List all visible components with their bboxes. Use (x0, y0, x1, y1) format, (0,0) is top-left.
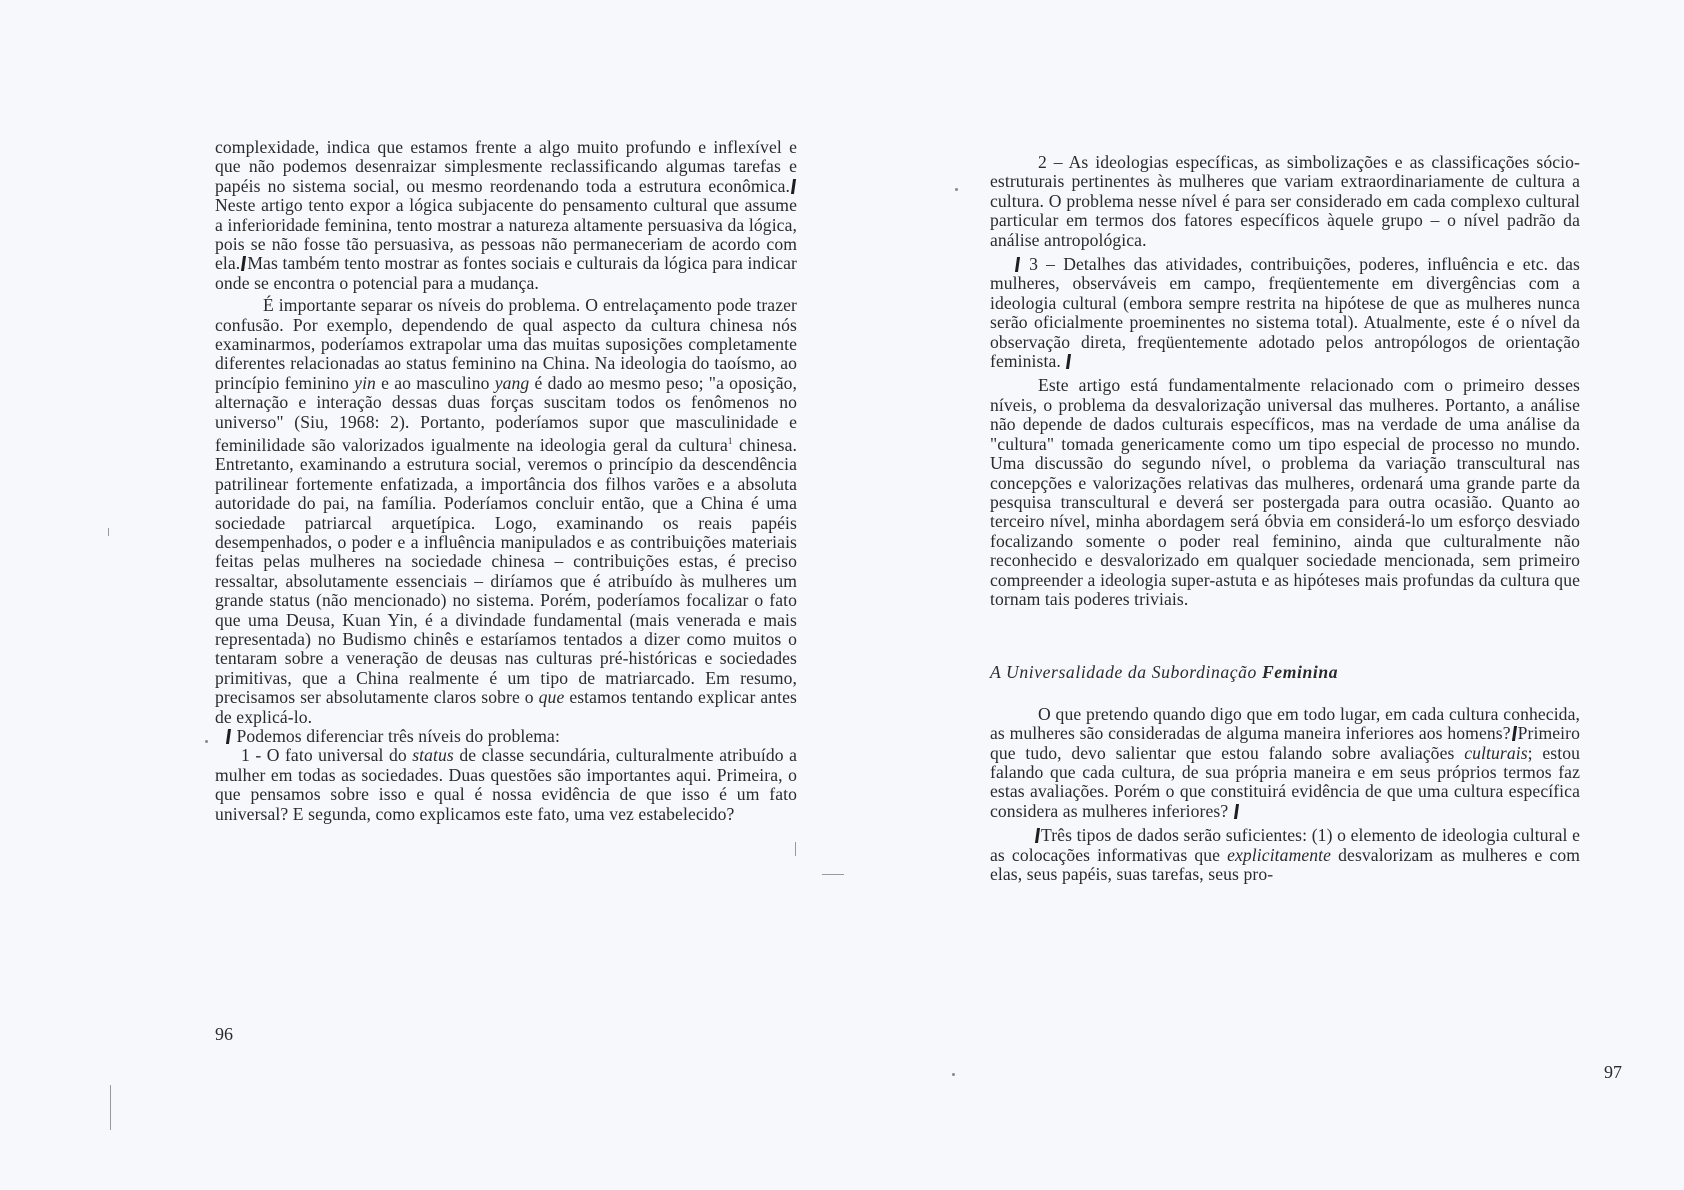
paragraph-text: chinesa. Entretanto, examinando a estrutura social, veremos o princípio da descendência patrilinear fortemente enfatizada, a importância dos filhos varões e a absoluta autoridade do pai, na família. Poderíamos concluir então, que a China é uma sociedade patriarcal arquetípica. Logo, examinando os reais papéis desempenhados, o poder e a influência manipulados e as contribuições materiais feitas pelas mulheres na sociedade chinesa – contribuições estas, é preciso ressaltar, absolutamente essenciais – diríamos que é atribuído às mulheres um grande status (não mencionado) no sistema. Porém, poderíamos focalizar o fato que uma Deusa, Kuan Yin, é a divindade fundamental (mais venerada e mais representada) no Budismo chinês e estaríamos tentados a dizer como muitos o tentaram sobre a veneração de deusas nas culturas pré-históricas e sociedades primitivas, que a China realmente é um tipo de matriarcado. Em resumo, precisamos ser absolutamente claros sobre o (215, 434, 798, 708)
paragraph (990, 376, 1580, 609)
left-page-text-column (215, 138, 797, 824)
margin-mark-icon (1512, 726, 1517, 741)
italic-term: explicitamente (1227, 844, 1332, 865)
paragraph-text: Mas também tento mostrar as fontes sociais e culturais da lógica para indicar onde se encontra o potencial para a mudança. (215, 253, 797, 293)
paragraph-text: desvalorizam as mulheres e com elas, seus papéis, suas tarefas, seus pro- (990, 844, 1581, 884)
scan-speck (952, 1073, 955, 1076)
list-item (990, 153, 1580, 250)
paragraph (215, 296, 797, 727)
scan-mark (110, 1085, 111, 1130)
italic-term: yang (494, 372, 530, 393)
paragraph (215, 138, 797, 293)
paragraph-text: estamos tentando explicar antes de explicá-lo. (215, 687, 798, 727)
paragraph-text: é dado ao mesmo peso; "a oposição, alternação e interação dessas duas forças suscitam todos os fenômenos no universo" (Siu, 1968: 2). Portanto, poderíamos supor que masculinidade e feminilidade são valorizados igualmente na ideologia geral da cultura (215, 372, 798, 455)
paragraph-text: Três tipos de dados serão suficientes: (1) o elemento de ideologia cultural e as colocações informativas que (990, 825, 1580, 865)
page-number: 96 (215, 1024, 233, 1044)
scan-speck (205, 740, 208, 743)
section-heading-text: A Universalidade da Subordinação (990, 662, 1257, 683)
paragraph-text: 3 – Detalhes das atividades, contribuições, poderes, influência e etc. das mulheres, observáveis em campo, freqüentemente em divergências com a ideologia cultural (embora sempre restrita na hipótese de que as mulheres nunca serão oficialmente proeminentes no sistema total). Atualmente, este é o nível da observação direta, freqüentemente adotado pelos antropólogos de orientação feminista. (990, 254, 1580, 372)
paragraph (215, 727, 797, 746)
paragraph-text: de classe secundária, culturalmente atribuído a mulher em todas as sociedades. Duas questões são importantes aqui. Primeira, o que pensamos sobre isso e qual é nossa evidência de que isso é um fato universal? E segunda, como explicamos este fato, uma vez estabelecido? (215, 745, 797, 824)
paragraph-text: complexidade, indica que estamos frente a algo muito profundo e inflexível e que não podemos desenraizar simplesmente reclassificando algumas tarefas e papéis no sistema social, ou mesmo reordenando toda a estrutura econômica. (215, 137, 797, 196)
margin-mark-icon (1035, 828, 1040, 843)
italic-term: culturais (1464, 742, 1528, 763)
list-item (990, 255, 1580, 371)
margin-mark-icon (1066, 354, 1071, 369)
paragraph-text: ; estou falando que cada cultura, de sua própria maneira e em seus próprios termos faz estas avaliações. Porém o que constituirá evidência de que uma cultura específica considera as mulheres inferiores? (990, 742, 1581, 821)
paragraph-text: 1 - O fato universal do (241, 745, 407, 766)
paragraph (990, 705, 1580, 821)
footnote-marker: 1 (727, 436, 733, 447)
scan-speck (955, 188, 958, 191)
paragraph-text: Neste artigo tento expor a lógica subjacente do pensamento cultural que assume a inferioridade feminina, tento mostrar a natureza altamente persuasiva da lógica, pois se não fosse tão persuasiva, as pessoas não permaneceriam de acordo com ela. (215, 195, 797, 274)
right-page-text-column (990, 153, 1580, 884)
right-page (842, 0, 1684, 1190)
paragraph-text: Primeiro que tudo, devo salientar que estou falando sobre avaliações (990, 723, 1580, 763)
page-number: 97 (1604, 1062, 1622, 1082)
section-heading-text: Feminina (1261, 662, 1339, 683)
paragraph (990, 826, 1580, 884)
section-heading (990, 663, 1580, 682)
paragraph-text: O que pretendo quando digo que em todo lugar, em cada cultura conhecida, as mulheres são consideradas de alguma maneira inferiores aos homens? (990, 703, 1580, 744)
list-item (215, 746, 797, 824)
scan-mark (795, 842, 796, 856)
paragraph-text: Este artigo está fundamentalmente relacionado com o primeiro desses níveis, o problema da desvalorização universal das mulheres. Portanto, a análise não depende de dados culturais específicos, mas na verdade de uma análise da "cultura" tomada genericamente como um tipo especial de processo no mundo. Uma discussão do segundo nível, o problema da variação transcultural nas concepções e valorizações relativas das mulheres, ordenará uma grande parte da pesquisa transcultural e deverá ser postergada para outra ocasião. Quanto ao terceiro nível, minha abordagem será óbvia em considerá-lo um esforço desviado focalizando somente o poder real feminino, ainda que culturalmente não reconhecido e desvalorizado em qualquer sociedade mencionada, sem primeiro compreender a ideologia super-astuta e as hipóteses mais profundas da cultura que tornam tais poderes triviais. (990, 375, 1580, 609)
margin-mark-icon (1234, 804, 1239, 819)
italic-term: que (538, 687, 565, 708)
paragraph-text: e ao masculino (381, 372, 490, 393)
margin-mark-icon (791, 179, 796, 194)
margin-mark-icon (226, 729, 231, 744)
margin-mark-icon (241, 256, 246, 271)
margin-mark-icon (1015, 257, 1020, 272)
paragraph-text: Podemos diferenciar três níveis do problema: (236, 726, 560, 747)
scan-mark (822, 874, 844, 875)
paragraph-text: É importante separar os níveis do problema. O entrelaçamento pode trazer confusão. Por exemplo, dependendo de qual aspecto da cultura chinesa nós examinarmos, poderíamos extrapolar uma das muitas suposições completamente diferentes relacionadas ao status feminino na China. Na ideologia do taoísmo, ao princípio feminino (215, 295, 797, 393)
scan-mark (108, 528, 109, 536)
italic-term: status (412, 745, 454, 766)
italic-term: yin (354, 372, 376, 393)
paragraph-text: 2 – As ideologias específicas, as simbolizações e as classificações sócio-estruturais pertinentes às mulheres que variam extraordinariamente de cultura a cultura. O problema nesse nível é para ser considerado em cada complexo cultural particular em termos dos fatores específicos àquele grupo – o nível padrão da análise antropológica. (990, 152, 1580, 250)
